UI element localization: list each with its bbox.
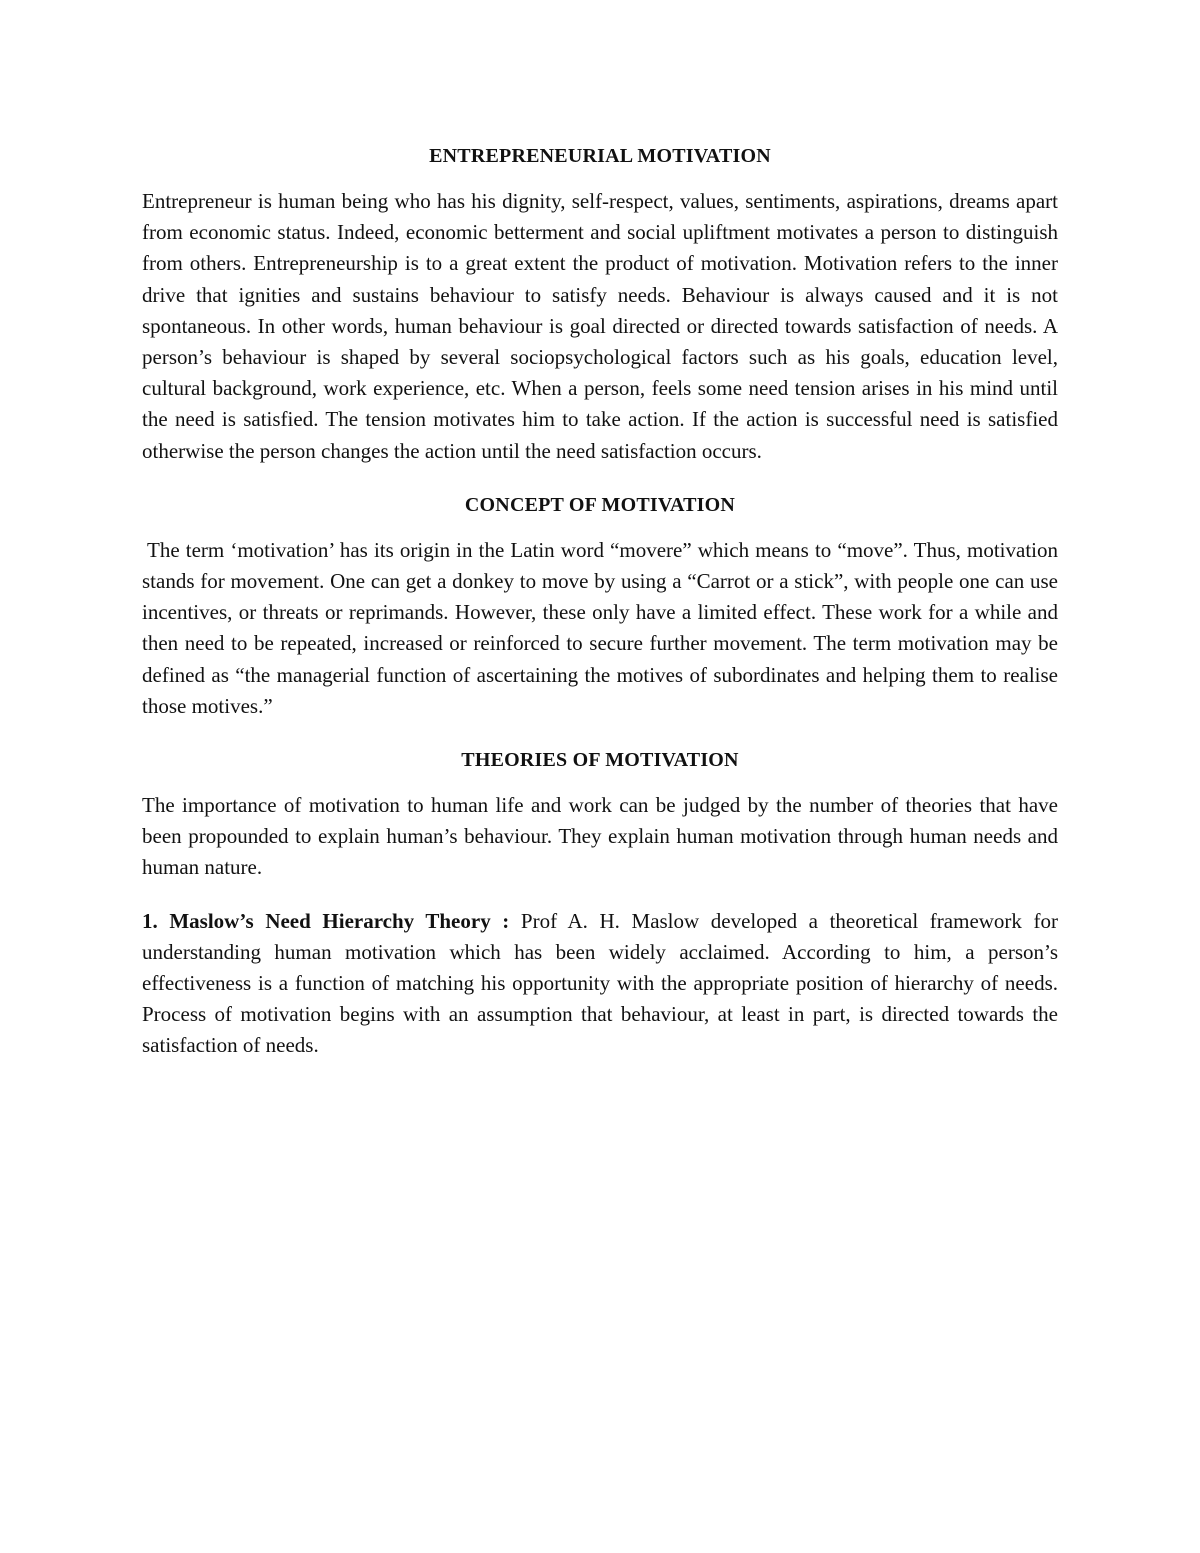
heading-theories-of-motivation: THEORIES OF MOTIVATION xyxy=(461,749,739,772)
paragraph-concept-of-motivation: The term ‘motivation’ has its origin in the Latin word “movere” which means to “move”. Thus, motivation stands for movement. One can get a donkey to move by using a “Carrot or a stick”, with people one can use incentives, or threats or reprimands. However, these only have a limited effect. These work for a while and then need to be repeated, increased or reinforced to secure further movement. The term motivation may be defined as “the managerial function of ascertaining the motives of subordinates and helping them to realise those motives.” xyxy=(142,537,1058,718)
heading-concept-of-motivation: CONCEPT OF MOTIVATION xyxy=(464,493,736,516)
paragraph-entrepreneurial-motivation: Entrepreneur is human being who has his dignity, self-respect, values, sentiments, aspirations, dreams apart from economic status. Indeed, economic betterment and social upliftment motivates a person to distinguish from others. Entrepreneurship is to a great extent the product of motivation. Motivation refers to the inner drive that ignities and sustains behaviour to satisfy needs. Behaviour is always caused and it is not spontaneous. In other words, human behaviour is goal directed or directed towards satisfaction of needs. A person’s behaviour is shaped by several sociopsychological factors such as his goals, education level, cultural background, work experience, etc. When a person, feels some need tension arises in his mind until the need is satisfied. The tension motivates him to take action. If the action is successful need is satisfied otherwise the person changes the action until the need satisfaction occurs. xyxy=(142,189,1058,463)
document-page xyxy=(142,140,1058,1084)
paragraph-theories-of-motivation: The importance of motivation to human life and work can be judged by the number of theories that have been propounded to explain human’s behaviour. They explain human motivation through human needs and human nature. xyxy=(142,793,1058,880)
list-item-maslow-theory xyxy=(142,906,1058,1062)
maslow-theory-text: Prof A. H. Maslow developed a theoretical framework for understanding human motivation which has been widely acclaimed. According to him, a person’s effectiveness is a function of matching his opportunity with the appropriate position of hierarchy of needs. Process of motivation begins with an assumption that behaviour, at least in part, is directed towards the satisfaction of needs. xyxy=(142,908,1059,1058)
maslow-theory-title: 1. Maslow’s Need Hierarchy Theory : xyxy=(142,908,510,933)
heading-entrepreneurial-motivation: ENTREPRENEURIAL MOTIVATION xyxy=(429,145,771,167)
